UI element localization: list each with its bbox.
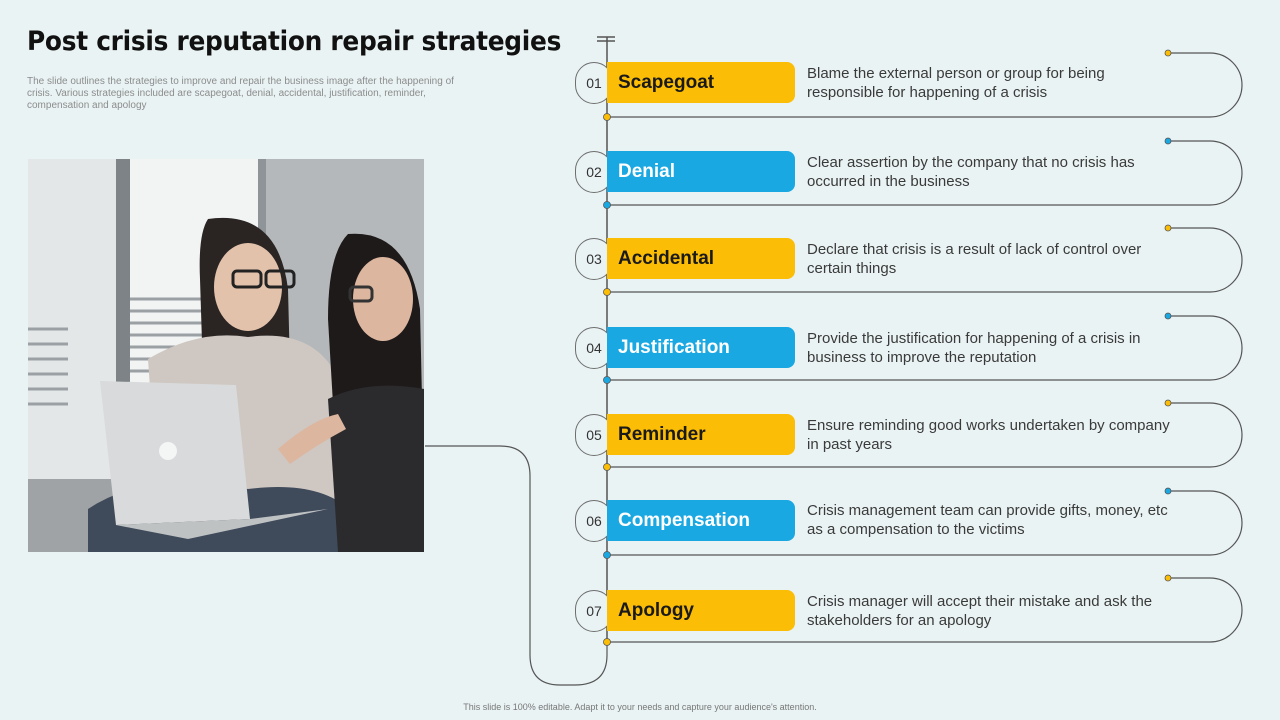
step-number-03: 03 (575, 238, 613, 280)
step-number-07: 07 (575, 590, 613, 632)
footer-note: This slide is 100% editable. Adapt it to your needs and capture your audience's attention. (463, 702, 817, 712)
step-label-accidental: Accidental (607, 238, 795, 279)
step-desc-scapegoat: Blame the external person or group for being responsible for happening of a crisis (807, 65, 1105, 101)
step-label-apology: Apology (607, 590, 795, 631)
step-label-justification: Justification (607, 327, 795, 368)
step-label-scapegoat: Scapegoat (607, 62, 795, 103)
step-label-reminder: Reminder (607, 414, 795, 455)
page-title: Post crisis reputation repair strategies (27, 26, 562, 57)
step-desc-justification: Provide the justification for happening of a crisis in business to improve the reputation (807, 330, 1141, 366)
step-number-06: 06 (575, 500, 613, 542)
step-desc-apology: Crisis manager will accept their mistake and ask the stakeholders for an apology (807, 593, 1153, 629)
step-label-compensation: Compensation (607, 500, 795, 541)
page-subtitle: The slide outlines the strategies to improve and repair the business image after the happening of crisis. Various strategies included are scapegoat, denial, accidental, justification, reminder, compensation and apology (27, 76, 454, 111)
step-number-02: 02 (575, 151, 613, 193)
step-label-denial: Denial (607, 151, 795, 192)
step-number-05: 05 (575, 414, 613, 456)
step-desc-denial: Clear assertion by the company that no crisis has occurred in the business (807, 154, 1135, 190)
step-number-01: 01 (575, 62, 613, 104)
step-number-04: 04 (575, 327, 613, 369)
step-desc-reminder: Ensure reminding good works undertaken by company in past years (807, 417, 1170, 453)
step-desc-compensation: Crisis management team can provide gifts, money, etc as a compensation to the victims (807, 502, 1168, 538)
step-desc-accidental: Declare that crisis is a result of lack of control over certain things (807, 241, 1142, 277)
